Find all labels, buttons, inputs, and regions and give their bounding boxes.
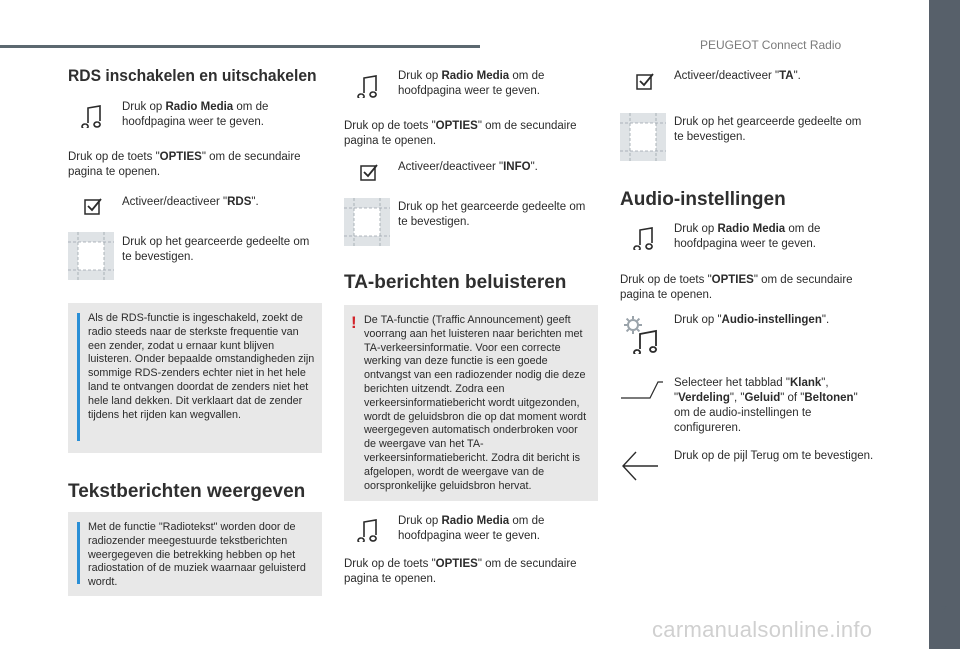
tekst-info-note	[68, 512, 322, 596]
ta-heading: TA-berichten beluisteren	[344, 272, 567, 293]
music-note-icon	[632, 226, 656, 250]
rds-info-note	[68, 303, 322, 453]
page-number: 7	[940, 603, 948, 617]
rds-step-toggle: Activeer/deactiveer "RDS".	[122, 196, 259, 208]
ta-step-toggle: Activeer/deactiveer "TA".	[674, 70, 801, 82]
info-bar	[77, 522, 80, 584]
ta-step-radio-media: Druk op Radio Media om de hoofdpagina weer te geven.	[398, 515, 545, 542]
audio-step-settings: Druk op "Audio-instellingen".	[674, 314, 830, 326]
music-note-icon	[356, 74, 380, 98]
checkbox-icon	[360, 163, 378, 181]
header-rule	[0, 45, 480, 48]
info-step-toggle: Activeer/deactiveer "INFO".	[398, 161, 538, 173]
rds-step-options: Druk op de toets "OPTIES" om de secundaire pagina te openen.	[68, 151, 301, 178]
page-side-bar	[929, 0, 960, 649]
tekst-heading: Tekstberichten weergeven	[68, 481, 306, 502]
audio-settings-icon	[622, 314, 662, 354]
info-bar	[77, 313, 80, 441]
page-end-marker: ■	[929, 586, 936, 597]
info-step-radio-media: Druk op Radio Media om de hoofdpagina weer te geven.	[398, 70, 545, 97]
audio-heading: Audio-instellingen	[620, 189, 786, 210]
tekst-info-text: Met de functie "Radiotekst" worden door de radiozender meegestuurde tekstberichten weergegeven die betrekking hebben op het radiostation of de muziek waarnaar geluisterd wordt.	[88, 521, 306, 589]
checkbox-icon	[84, 197, 102, 215]
rds-heading: RDS inschakelen en uitschakelen	[68, 66, 317, 85]
checkbox-icon	[636, 72, 654, 90]
audio-step-radio-media: Druk op Radio Media om de hoofdpagina weer te geven.	[674, 223, 821, 250]
rds-info-text: Als de RDS-functie is ingeschakeld, zoekt de radio steeds naar de sterkste frequentie van een zender, zodat u ernaar kunt blijven luisteren. Onder bepaalde omstandigheden zijn sommige RDS-zenders echter niet in het hele land te ontvangen doordat de zenders niet het hele land dekken. Dit verklaart dat de zender tijdens het rijden kan wegvallen.	[88, 312, 315, 421]
info-step-options: Druk op de toets "OPTIES" om de secundaire pagina te openen.	[344, 120, 577, 147]
music-note-icon	[356, 518, 380, 542]
tab-icon	[620, 380, 664, 400]
warning-icon: !	[351, 313, 357, 332]
ta-warning-text: De TA-functie (Traffic Announcement) geeft voorrang aan het luisteren naar berichten met TA-verkeersinformatie. Voor een correcte werking van deze functie is een goede ontvangst van een radiozender nodig die deze berichten uitzendt. Zodra een verkeersinformatiebericht wordt uitgezonden, wordt de geluidsbron die op dat moment wordt weergegeven automatisch onderbroken voor de weergave van het TA-verkeersinformatiebericht. Zodra dit bericht is afgelopen, wordt de weergave van de oorspronkelijke geluidsbron hervat.	[364, 314, 587, 492]
music-note-icon	[80, 104, 104, 128]
audio-step-tabs: Selecteer het tabblad "Klank", "Verdeling", "Geluid" of "Beltonen" om de audio-instellingen te configureren.	[674, 377, 858, 434]
ta-warning-note	[344, 305, 598, 501]
shaded-area-icon	[344, 198, 390, 246]
audio-step-back: Druk op de pijl Terug om te bevestigen.	[674, 450, 874, 462]
back-arrow-icon	[620, 448, 660, 484]
ta-step-confirm: Druk op het gearceerde gedeelte om te bevestigen.	[674, 116, 862, 143]
header-title: PEUGEOT Connect Radio	[700, 38, 842, 52]
audio-step-options: Druk op de toets "OPTIES" om de secundaire pagina te openen.	[620, 274, 853, 301]
shaded-area-icon	[620, 113, 666, 161]
info-step-confirm: Druk op het gearceerde gedeelte om te bevestigen.	[398, 201, 586, 228]
shaded-area-icon	[68, 232, 114, 280]
rds-step-radio-media: Druk op Radio Media om de hoofdpagina weer te geven.	[122, 101, 269, 128]
watermark: carmanualsonline.info	[652, 617, 873, 642]
ta-step-options: Druk op de toets "OPTIES" om de secundaire pagina te openen.	[344, 558, 577, 585]
rds-step-confirm: Druk op het gearceerde gedeelte om te bevestigen.	[122, 236, 310, 263]
